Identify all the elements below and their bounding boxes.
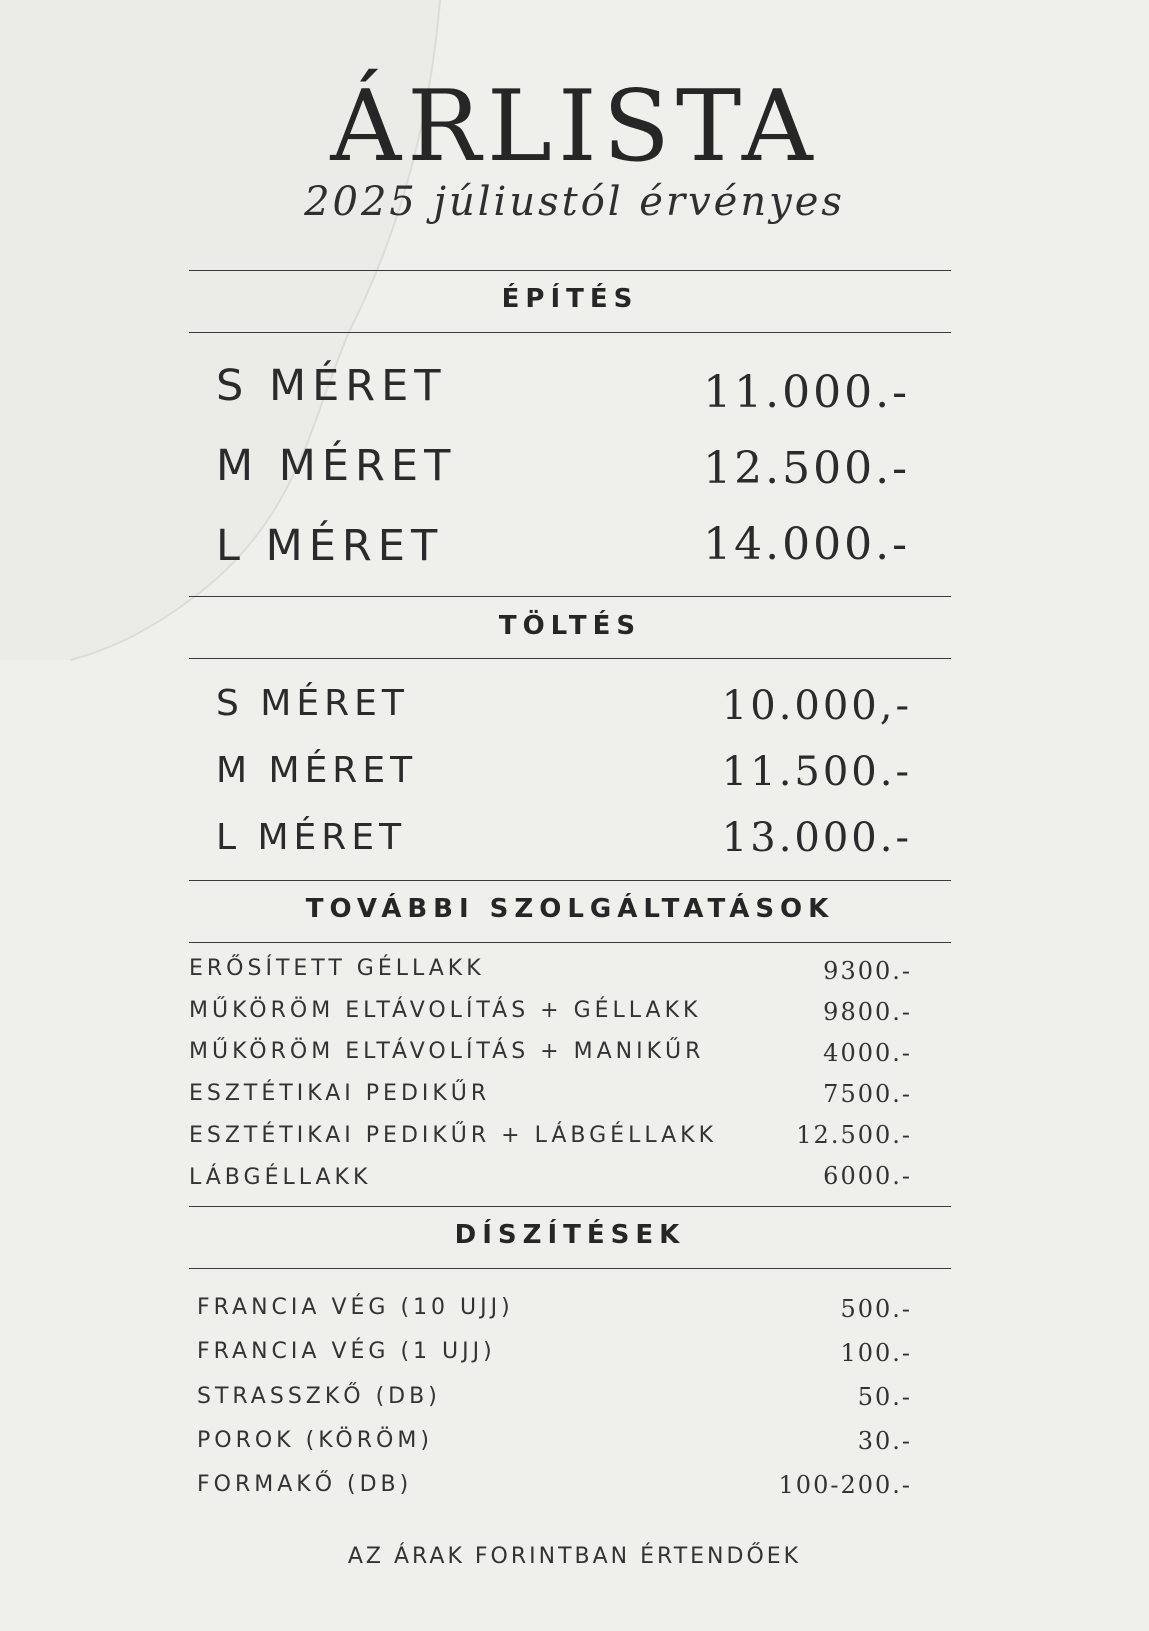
epites-item-label: M MÉRET [216, 441, 457, 491]
page-title: ÁRLISTA [330, 70, 819, 184]
section-heading-toltes: TÖLTÉS [498, 611, 642, 641]
divider [189, 332, 951, 333]
service-price: 6000.- [823, 1162, 912, 1190]
validity-subtitle: 2025 júliustól érvényes [304, 179, 845, 225]
divider [189, 880, 951, 881]
epites-item-price: 14.000.- [703, 519, 910, 570]
toltes-item-label: S MÉRET [216, 683, 409, 724]
decoration-label: FORMAKŐ (DB) [197, 1472, 413, 1497]
decoration-price: 500.- [840, 1295, 912, 1323]
decoration-label: FRANCIA VÉG (10 UJJ) [197, 1295, 514, 1320]
toltes-item-label: M MÉRET [216, 750, 418, 791]
section-heading-epites: ÉPÍTÉS [501, 284, 639, 314]
service-price: 4000.- [823, 1039, 912, 1067]
toltes-item-label: L MÉRET [216, 817, 407, 858]
decoration-price: 100-200.- [778, 1471, 912, 1499]
service-label: ERŐSÍTETT GÉLLAKK [189, 956, 485, 981]
decoration-price: 30.- [857, 1427, 912, 1455]
decoration-label: FRANCIA VÉG (1 UJJ) [197, 1339, 496, 1364]
divider [189, 1206, 951, 1207]
service-label: ESZTÉTIKAI PEDIKŰR + LÁBGÉLLAKK [189, 1123, 717, 1148]
epites-item-price: 12.500.- [703, 443, 910, 494]
service-label: ESZTÉTIKAI PEDIKŰR [189, 1081, 491, 1106]
divider [189, 1268, 951, 1269]
divider [189, 270, 951, 271]
epites-item-label: S MÉRET [216, 361, 447, 411]
divider [189, 658, 951, 659]
decoration-label: STRASSZKŐ (DB) [197, 1384, 441, 1409]
currency-note: AZ ÁRAK FORINTBAN ÉRTENDŐEK [347, 1544, 802, 1569]
toltes-item-price: 10.000,- [721, 683, 912, 729]
epites-item-label: L MÉRET [216, 521, 444, 571]
decoration-label: POROK (KÖRÖM) [197, 1428, 433, 1453]
divider [189, 942, 951, 943]
service-price: 12.500.- [796, 1121, 912, 1149]
service-price: 7500.- [823, 1080, 912, 1108]
service-price: 9300.- [823, 957, 912, 985]
service-label: MŰKÖRÖM ELTÁVOLÍTÁS + MANIKŰR [189, 1039, 705, 1064]
decoration-price: 50.- [857, 1383, 912, 1411]
service-label: MŰKÖRÖM ELTÁVOLÍTÁS + GÉLLAKK [189, 998, 702, 1023]
divider [189, 596, 951, 597]
toltes-item-price: 13.000.- [721, 815, 912, 861]
service-price: 9800.- [823, 998, 912, 1026]
service-label: LÁBGÉLLAKK [189, 1165, 372, 1190]
section-heading-diszitesek: DÍSZÍTÉSEK [454, 1220, 686, 1250]
toltes-item-price: 11.500.- [721, 749, 912, 795]
decoration-price: 100.- [840, 1339, 912, 1367]
epites-item-price: 11.000.- [703, 367, 910, 418]
section-heading-tovabbi: TOVÁBBI SZOLGÁLTATÁSOK [305, 894, 835, 924]
